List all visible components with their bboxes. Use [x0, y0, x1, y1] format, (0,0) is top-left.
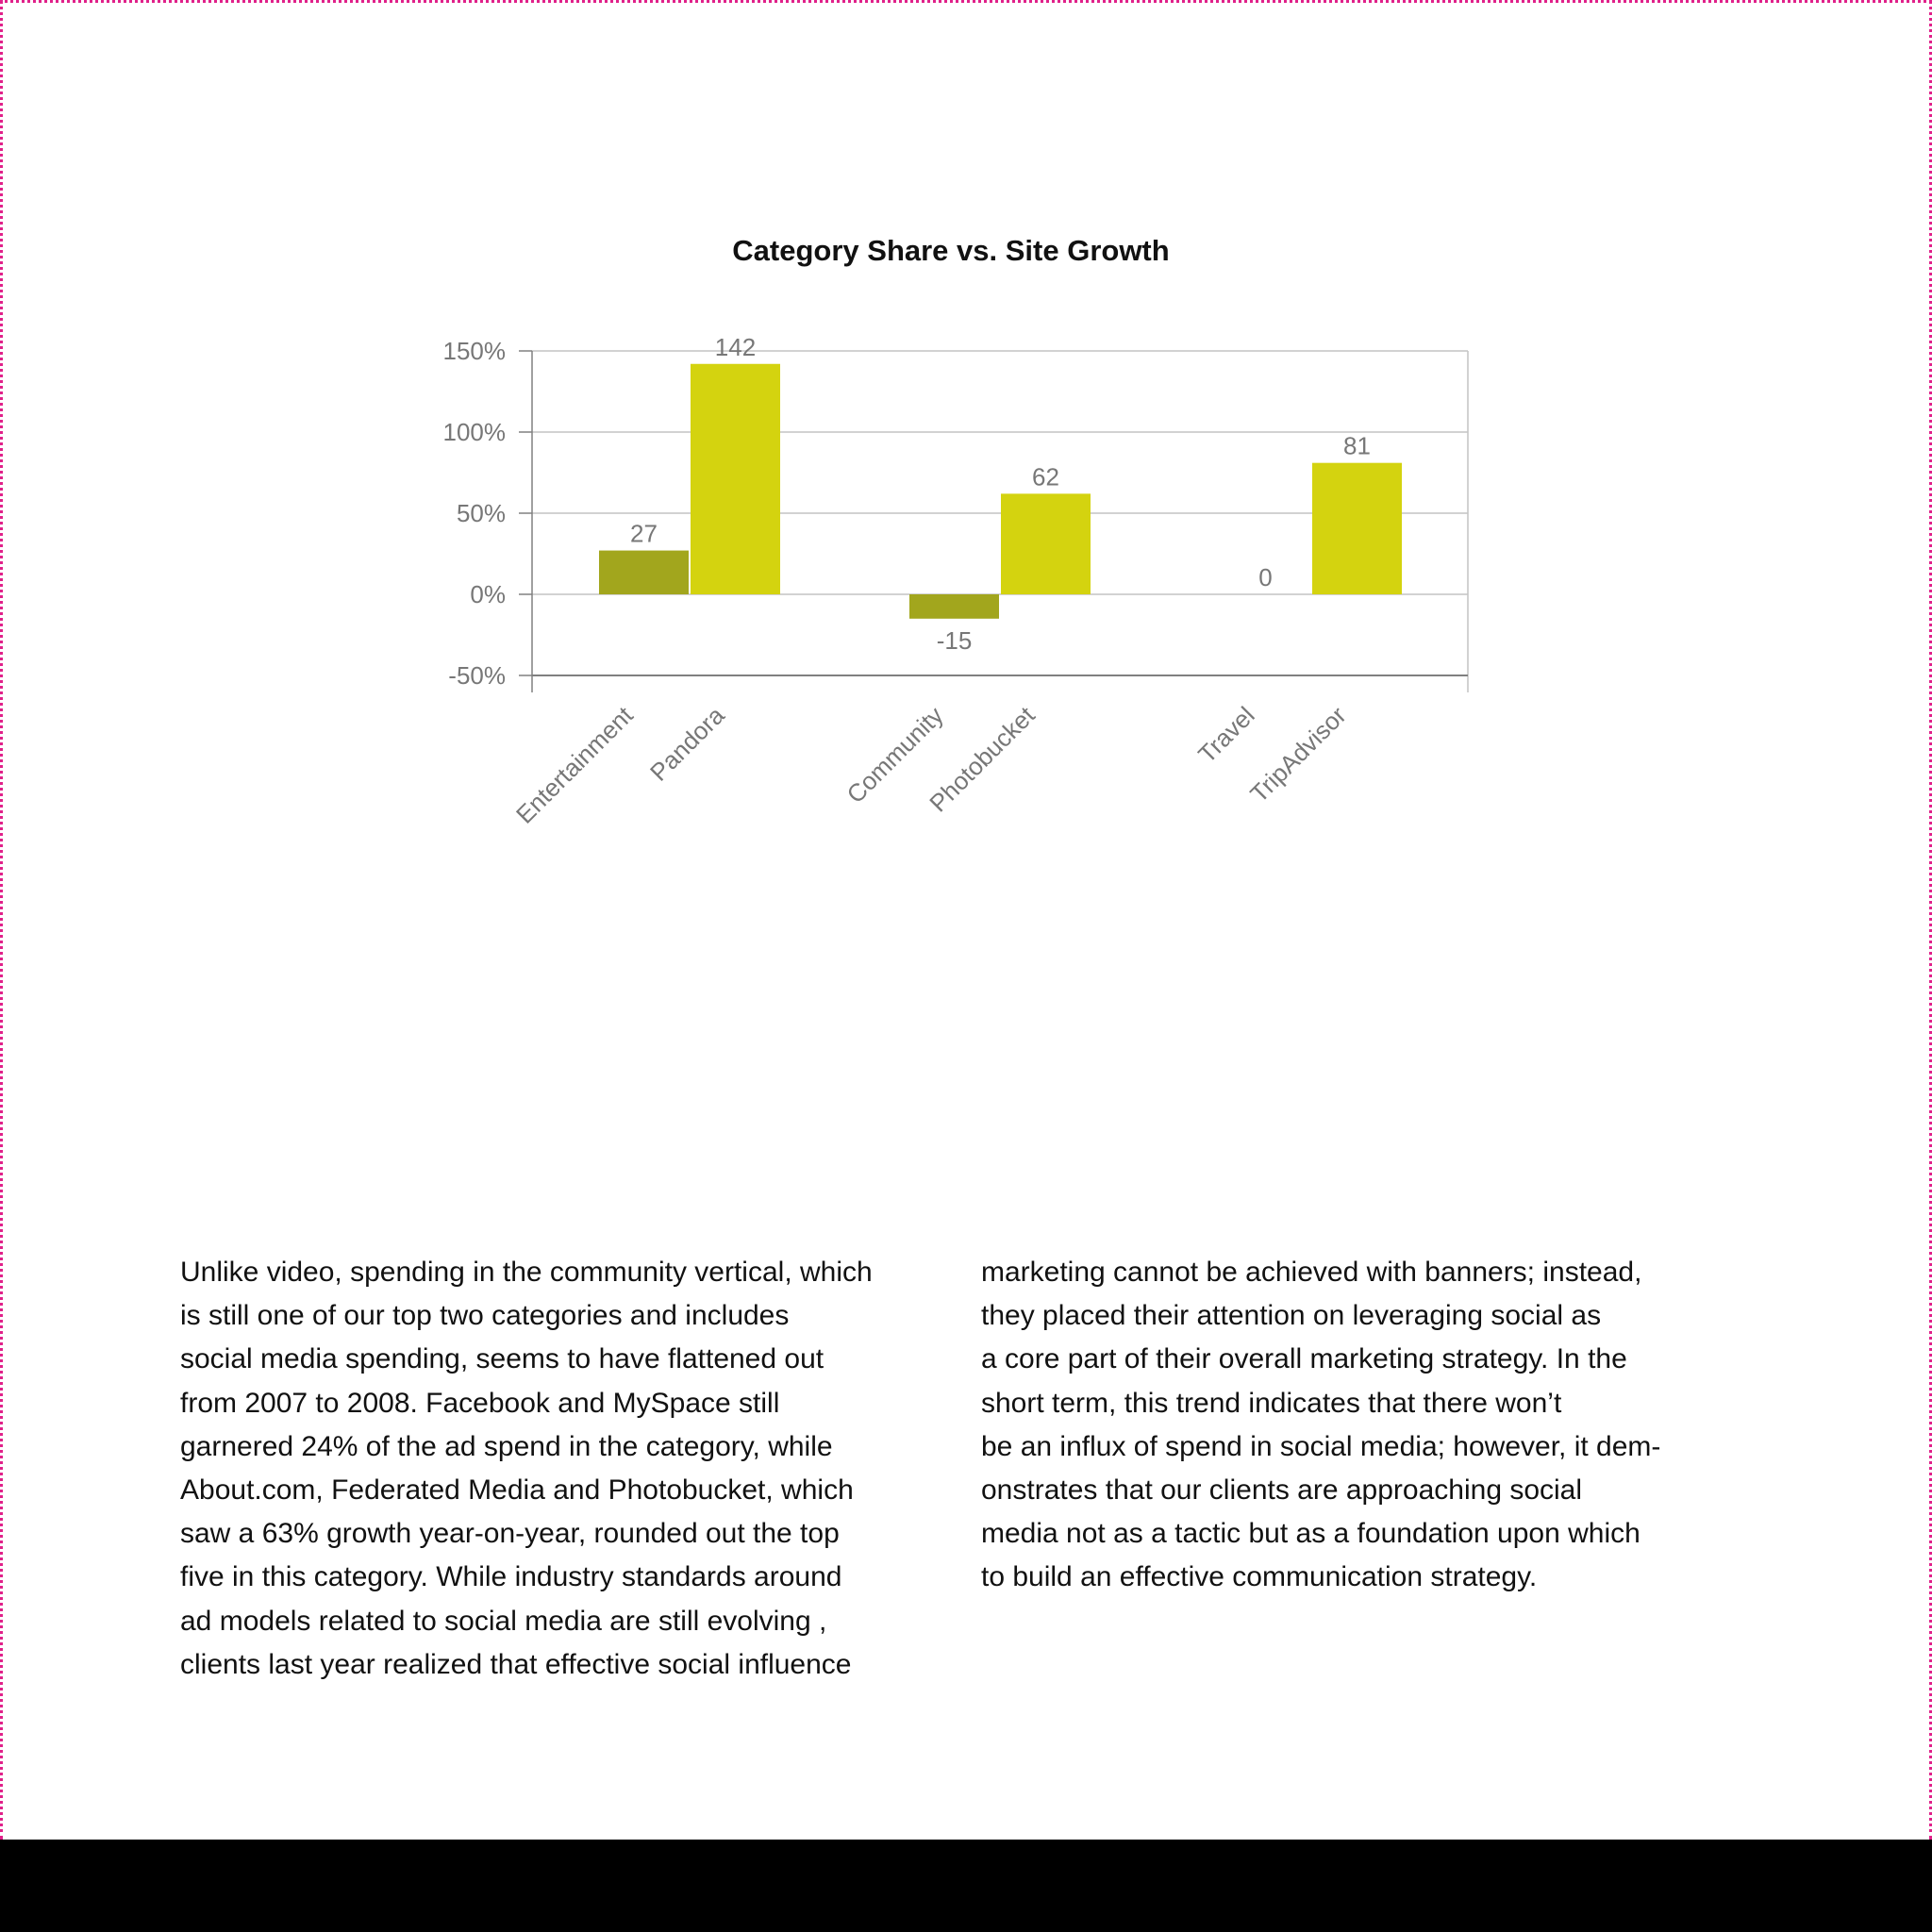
y-tick-label: 150%	[442, 337, 506, 365]
y-tick-label: 0%	[470, 580, 506, 608]
category-label: Travel	[1192, 701, 1260, 769]
category-label: Pandora	[644, 701, 730, 787]
bar-community	[909, 594, 999, 619]
data-label: 142	[714, 332, 757, 361]
bar-chart	[0, 0, 1932, 868]
bar-tripadvisor	[1312, 463, 1402, 594]
bar-entertainment	[599, 551, 689, 594]
y-tick-label: 50%	[456, 499, 506, 527]
y-tick-label: 100%	[442, 418, 506, 446]
category-label: TripAdvisor	[1244, 701, 1352, 808]
data-label: 62	[1032, 462, 1059, 491]
bars	[599, 364, 1402, 619]
data-label: 0	[1258, 563, 1273, 591]
body-text-right-column: marketing cannot be achieved with banners; instead, they placed their attention on leveraging social as a core part of their overall marketing strategy. In the short term, this trend indicates that there won’t be an influx of spend in social media; however, it dem- onstrates that our clients are approaching social media not as a tactic but as a foundation upon which to build an effective communication strategy.	[981, 1257, 1661, 1593]
chart-title: Category Share vs. Site Growth	[732, 234, 1170, 267]
data-label: -15	[936, 625, 973, 655]
data-label: 81	[1343, 431, 1371, 460]
body-text-left-column: Unlike video, spending in the community vertical, which is still one of our top two categories and includes social media spending, seems to have flattened out from 2007 to 2008. Facebook and MySpace still garnered 24% of the ad spend in the category, while About.com, Federated Media and Photobucket, which saw a 63% growth year-on-year, rounded out the top five in this category. While industry standards around ad models related to social media are still evolving , clients last year realized that effective social influence	[180, 1257, 873, 1680]
y-tick-label: -50%	[448, 661, 506, 690]
bar-pandora	[691, 364, 780, 594]
footer-bar	[0, 1840, 1932, 1932]
labels	[443, 333, 1371, 829]
category-label: Community	[841, 701, 949, 809]
category-label: Entertainment	[510, 701, 639, 829]
bar-photobucket	[1001, 493, 1091, 594]
data-label: 27	[630, 519, 658, 548]
category-label: Photobucket	[924, 701, 1041, 818]
